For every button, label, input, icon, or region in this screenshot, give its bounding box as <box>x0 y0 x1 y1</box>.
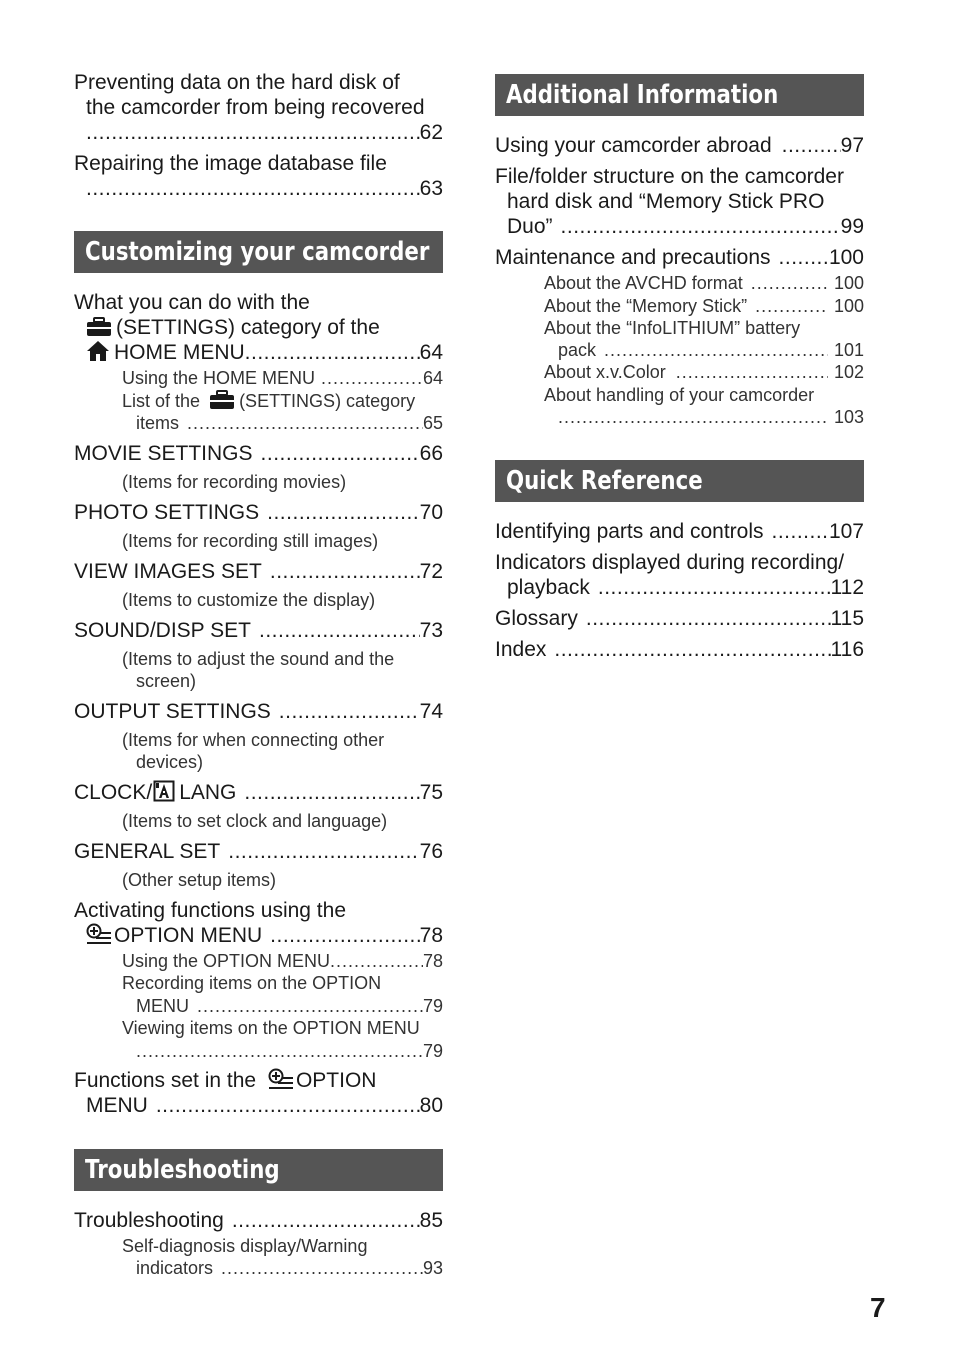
page-ref: 103 <box>833 407 864 427</box>
toc-leader-row[interactable]: OPTION MENU ..... 78 <box>74 923 443 948</box>
language-a-icon <box>153 780 175 802</box>
page-ref: 102 <box>833 362 864 382</box>
toc-leader-row[interactable]: playback ..... 112 <box>495 575 864 600</box>
toc-entry-using-abroad[interactable]: Using your camcorder abroad ..... 97 <box>495 133 864 158</box>
toc-entry-text: Preventing data on the hard disk of <box>74 71 400 94</box>
toc-leader-row[interactable]: HOME MENU ..... 64 <box>74 340 443 365</box>
toc-entry-preventing-cont[interactable] <box>74 95 443 120</box>
toc-entry-view-images-set[interactable]: VIEW IMAGES SET ..... 72 <box>74 559 443 584</box>
dot-leader <box>558 406 828 428</box>
dot-leader <box>136 1040 423 1062</box>
toc-entry-description: devices) <box>136 752 204 772</box>
section-heading-customizing: Customizing your camcorder <box>74 231 443 273</box>
toc-subentry-infolithium[interactable]: About the “InfoLITHIUM” battery <box>544 318 801 338</box>
toc-entry-description: (Items for recording movies) <box>122 472 347 492</box>
dot-leader <box>772 519 829 544</box>
dot-leader <box>279 699 420 724</box>
dot-leader <box>267 500 420 525</box>
toc-entry-photo-settings[interactable]: PHOTO SETTINGS ..... 70 <box>74 500 443 525</box>
toc-entry-clock-lang[interactable]: CLOCK/ LANG ..... 75 <box>74 780 443 805</box>
toc-subentry-handling[interactable]: About handling of your camcorder <box>544 385 815 405</box>
toc-subentry-memory-stick[interactable]: About the “Memory Stick” ..... 100 <box>495 295 864 317</box>
page-ref: 100 <box>828 246 864 269</box>
toc-subentry-viewing-items[interactable]: Viewing items on the OPTION MENU <box>122 1018 420 1038</box>
toc-entry-preventing[interactable] <box>74 70 443 95</box>
toolbox-icon <box>86 317 112 337</box>
toc-entry-description: (Items for when connecting other <box>122 730 385 750</box>
dot-leader <box>156 1093 420 1118</box>
section-heading-troubleshooting: Troubleshooting <box>74 1149 443 1191</box>
dot-leader <box>221 1257 423 1279</box>
toc-leader-row[interactable]: pack ..... 101 <box>495 339 864 361</box>
page-ref: 115 <box>830 607 864 630</box>
page-ref: 79 <box>422 1041 443 1061</box>
page-ref: 62 <box>419 121 443 144</box>
toc-subentry-self-diagnosis[interactable]: Self-diagnosis display/Warning <box>122 1236 368 1256</box>
dot-leader <box>779 245 829 270</box>
dot-leader <box>751 272 828 294</box>
home-icon <box>86 340 110 362</box>
toc-leader-row[interactable]: indicators ..... 93 <box>74 1257 443 1279</box>
toc-leader-row[interactable] <box>74 176 443 201</box>
toc-subentry-using-home-menu[interactable]: Using the HOME MENU ..... 64 <box>74 367 443 389</box>
page-ref: 65 <box>422 413 443 433</box>
dot-leader <box>197 995 423 1017</box>
page-ref: 66 <box>419 442 443 465</box>
toc-leader-row[interactable] <box>74 120 443 145</box>
toc-leader-row[interactable]: items ..... 65 <box>74 412 443 434</box>
toc-subentry-avchd[interactable]: About the AVCHD format ..... 100 <box>495 272 864 294</box>
toc-entry-index[interactable]: Index ..... 116 <box>495 637 864 662</box>
page-ref: 116 <box>830 638 864 661</box>
toc-entry-what-you-can-do[interactable]: What you can do with the <box>74 291 310 314</box>
page-ref: 64 <box>419 341 443 364</box>
option-menu-icon <box>268 1068 294 1090</box>
page-ref: 75 <box>419 781 443 804</box>
dot-leader <box>586 606 831 631</box>
dot-leader <box>228 839 419 864</box>
page-ref: 100 <box>833 296 864 316</box>
dot-leader <box>187 412 423 434</box>
page-ref: 80 <box>419 1094 443 1117</box>
toc-leader-row[interactable]: MENU ..... 79 <box>74 995 443 1017</box>
page-ref: 70 <box>419 501 443 524</box>
page-ref: 64 <box>422 368 443 388</box>
toc-entry-identifying-parts[interactable]: Identifying parts and controls ..... 107 <box>495 519 864 544</box>
page-ref: 99 <box>840 215 864 238</box>
page-ref: 79 <box>422 996 443 1016</box>
toc-entry-description: (Items to customize the display) <box>122 590 376 610</box>
toc-subentry-xvcolor[interactable]: About x.v.Color ..... 102 <box>495 361 864 383</box>
dot-leader <box>86 176 420 201</box>
dot-leader <box>598 575 831 600</box>
dot-leader <box>259 618 420 643</box>
toc-entry-functions-set[interactable]: Functions set in the OPTION <box>74 1069 377 1092</box>
dot-leader <box>270 559 420 584</box>
toc-entry-file-folder-cont[interactable]: hard disk and “Memory Stick PRO <box>507 190 825 213</box>
page-ref: 63 <box>419 177 443 200</box>
toc-entry-what-cont[interactable]: (SETTINGS) category of the <box>74 315 443 340</box>
toc-leader-row[interactable]: MENU ..... 80 <box>74 1093 443 1118</box>
toc-leader-row[interactable] <box>74 1040 443 1062</box>
dot-leader <box>782 133 841 158</box>
page-number: 7 <box>870 1292 886 1323</box>
page-ref: 85 <box>419 1209 443 1232</box>
toc-entry-text: Repairing the image database file <box>74 152 387 175</box>
dot-leader <box>270 923 419 948</box>
toc-subentry-using-option-menu[interactable]: Using the OPTION MENU ..... 78 <box>74 950 443 972</box>
page-ref: 112 <box>830 576 864 599</box>
dot-leader <box>244 780 419 805</box>
toc-entry-description: (Items to set clock and language) <box>122 811 388 831</box>
toolbox-icon <box>209 390 235 410</box>
dot-leader <box>554 637 830 662</box>
toc-entry-troubleshooting[interactable]: Troubleshooting ..... 85 <box>74 1208 443 1233</box>
page-ref: 100 <box>833 273 864 293</box>
page-ref: 101 <box>833 340 864 360</box>
dot-leader <box>321 367 423 389</box>
dot-leader <box>676 361 828 383</box>
toc-entry-text: the camcorder from being recovered <box>86 96 425 119</box>
toc-entry-output-settings[interactable]: OUTPUT SETTINGS ..... 74 <box>74 699 443 724</box>
toc-subentry-recording-items[interactable]: Recording items on the OPTION <box>122 973 382 993</box>
toc-leader-row[interactable] <box>495 406 864 428</box>
page-ref: 107 <box>828 520 864 543</box>
page-ref: 73 <box>419 619 443 642</box>
toc-entry-movie-settings[interactable]: MOVIE SETTINGS ..... 66 <box>74 441 443 466</box>
dot-leader <box>330 950 423 972</box>
toc-entry-sound-disp-set[interactable]: SOUND/DISP SET ..... 73 <box>74 618 443 643</box>
toc-entry-glossary[interactable]: Glossary ..... 115 <box>495 606 864 631</box>
toc-entry-general-set[interactable]: GENERAL SET ..... 76 <box>74 839 443 864</box>
page-ref: 97 <box>840 134 864 157</box>
dot-leader <box>245 340 420 365</box>
toc-entry-file-folder-structure[interactable]: File/folder structure on the camcorder <box>495 165 844 188</box>
page-ref: 72 <box>419 560 443 583</box>
toc-subentry-list-of[interactable]: List of the (SETTINGS) category <box>122 391 416 411</box>
page-ref: 93 <box>422 1258 443 1278</box>
page-ref: 76 <box>419 840 443 863</box>
dot-leader <box>561 214 841 239</box>
toc-entry-maintenance[interactable]: Maintenance and precautions ..... 100 <box>495 245 864 270</box>
dot-leader <box>755 295 828 317</box>
toc-entry-activating-functions[interactable]: Activating functions using the <box>74 899 346 922</box>
dot-leader <box>86 120 420 145</box>
dot-leader <box>232 1208 420 1233</box>
dot-leader <box>604 339 828 361</box>
toc-entry-description: (Other setup items) <box>122 870 277 890</box>
page-ref: 78 <box>419 924 443 947</box>
toc-entry-description: (Items to adjust the sound and the <box>122 649 395 669</box>
dot-leader <box>261 441 420 466</box>
option-menu-icon <box>86 923 112 945</box>
section-heading-additional-information: Additional Information <box>495 74 864 116</box>
toc-entry-indicators[interactable]: Indicators displayed during recording/ <box>495 551 845 574</box>
toc-entry-repairing[interactable] <box>74 151 443 176</box>
page-ref: 74 <box>419 700 443 723</box>
section-heading-quick-reference: Quick Reference <box>495 460 864 502</box>
page-ref: 78 <box>422 951 443 971</box>
toc-entry-description: (Items for recording still images) <box>122 531 379 551</box>
toc-leader-row[interactable]: Duo” ..... 99 <box>495 214 864 239</box>
toc-entry-description: screen) <box>136 671 197 691</box>
